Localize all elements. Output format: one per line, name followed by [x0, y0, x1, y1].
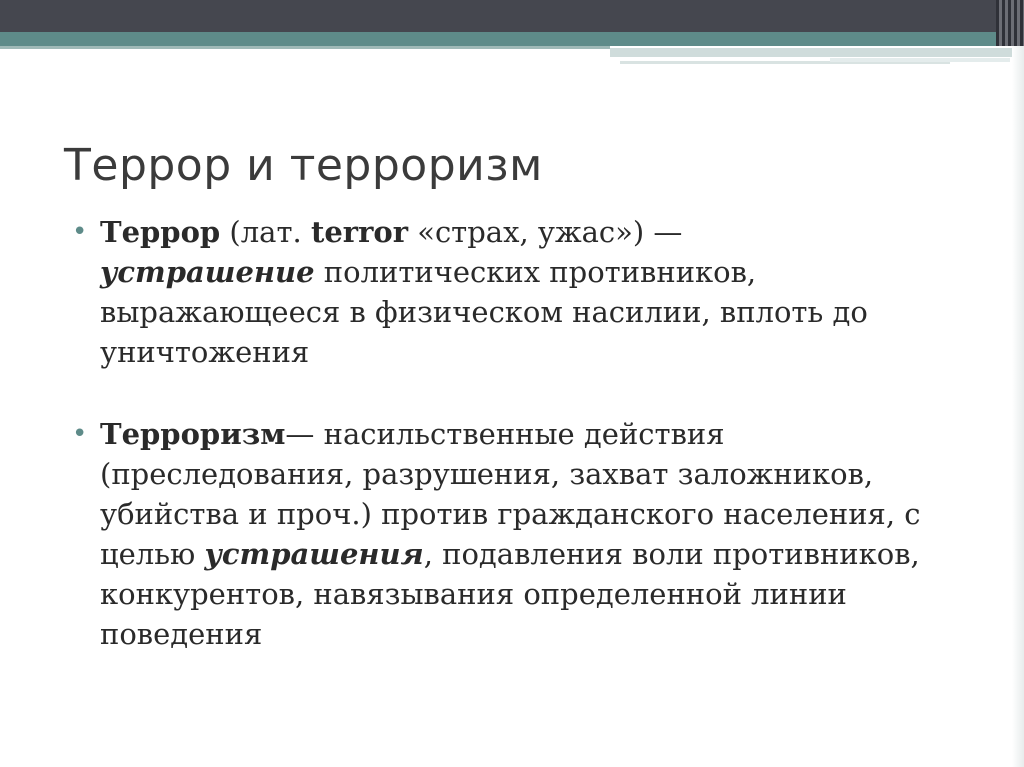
slide-title: Террор и терроризм — [64, 140, 543, 191]
latin-word: terror — [310, 215, 408, 249]
bullet-dot-icon: • — [72, 217, 88, 247]
decor-line — [610, 48, 1024, 57]
top-bar-dark — [0, 0, 1024, 32]
slide-body — [72, 212, 972, 654]
text-segment: «страх, ужас») — — [407, 215, 683, 249]
bullet-text — [100, 215, 868, 369]
bullet-dot-icon: • — [72, 419, 88, 449]
decor-line — [830, 58, 1010, 62]
emphasis: устрашение — [100, 255, 315, 289]
decor-line — [0, 46, 610, 49]
bullet-terror — [72, 212, 972, 372]
bullet-text — [100, 417, 921, 651]
bullet-terrorism — [72, 414, 972, 654]
page-edge-shadow — [1012, 46, 1024, 767]
top-bar-teal — [0, 32, 1024, 46]
term: Терроризм — [100, 417, 286, 451]
text-segment: (лат. — [220, 215, 311, 249]
text-segment: , подавления воли противников, конкурентов, навязывания определенной линии поведения — [100, 537, 920, 651]
text-segment: — насильственные действия (преследования, разрушения, захват заложников, убийства и проч.) против гражданского населения, с целью — [100, 417, 921, 571]
text-segment: политических противников, выражающееся в физическом насилии, вплоть до уничтожения — [100, 255, 868, 369]
corner-stripes — [996, 0, 1024, 46]
term: Террор — [100, 215, 221, 249]
emphasis: устрашения — [204, 537, 424, 571]
